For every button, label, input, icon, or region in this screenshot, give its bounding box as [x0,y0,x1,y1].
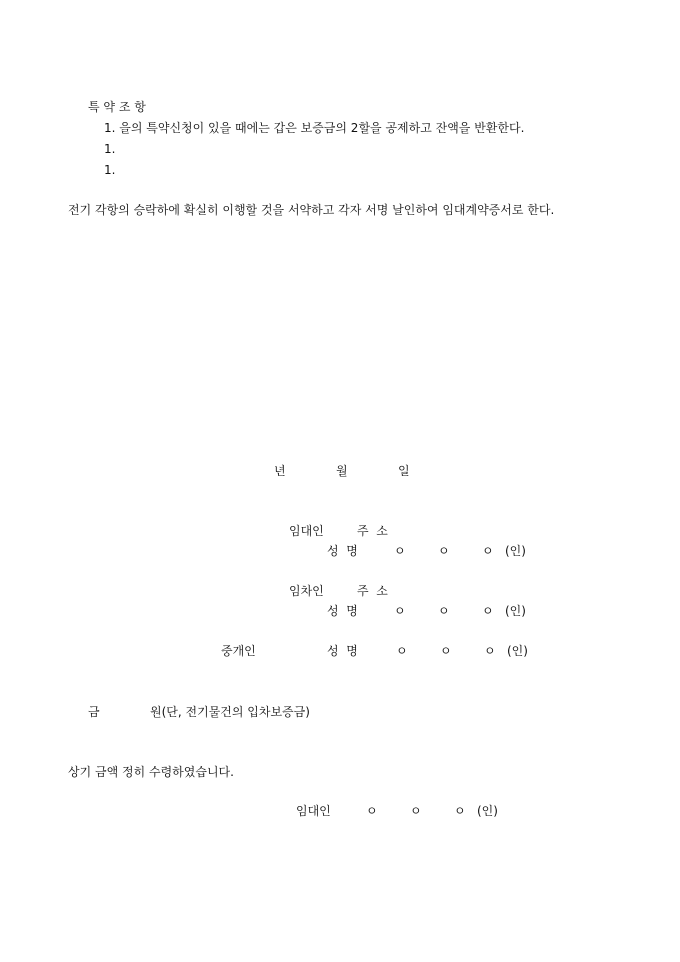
landlord-role: 임대인 [289,524,324,538]
tenant-mark-1: ㅇ [394,604,406,618]
landlord-seal: (인) [505,544,526,558]
tenant-name-label: 성 명 [327,604,358,618]
date-month: 월 [336,464,348,478]
tenant-seal: (인) [505,604,526,618]
landlord-mark-2: ㅇ [438,544,450,558]
broker-mark-3: ㅇ [484,644,496,658]
broker-seal: (인) [507,644,528,658]
tenant-mark-3: ㅇ [482,604,494,618]
date-day: 일 [398,464,410,478]
agreement-statement: 전기 각항의 승락하에 확실히 이행할 것을 서약하고 각자 서명 날인하여 임대계약증서로 한다. [68,203,555,217]
broker-mark-1: ㅇ [396,644,408,658]
tenant-mark-2: ㅇ [438,604,450,618]
tenant-address-label: 주 소 [357,584,388,598]
receipt-mark-1: ㅇ [366,804,378,818]
special-term-item-1: 1. 을의 특약신청이 있을 때에는 갑은 보증금의 2할을 공제하고 잔액을 반환한다. [104,121,525,135]
tenant-role: 임차인 [289,584,324,598]
special-terms-heading: 특 약 조 항 [88,100,146,114]
amount-label: 금 [88,705,100,719]
special-term-item-2: 1. [104,142,116,156]
broker-mark-2: ㅇ [440,644,452,658]
landlord-mark-3: ㅇ [482,544,494,558]
receipt-mark-2: ㅇ [410,804,422,818]
amount-unit-text: 원(단, 전기물건의 입차보증금) [150,705,310,719]
receipt-seal: (인) [477,804,498,818]
receipt-role: 임대인 [296,804,331,818]
landlord-mark-1: ㅇ [394,544,406,558]
broker-name-label: 성 명 [327,644,358,658]
landlord-address-label: 주 소 [357,524,388,538]
landlord-name-label: 성 명 [327,544,358,558]
special-term-item-3: 1. [104,163,116,177]
date-year: 년 [274,464,286,478]
receipt-statement: 상기 금액 정히 수령하였습니다. [68,765,234,779]
broker-role: 중개인 [221,644,256,658]
receipt-mark-3: ㅇ [454,804,466,818]
